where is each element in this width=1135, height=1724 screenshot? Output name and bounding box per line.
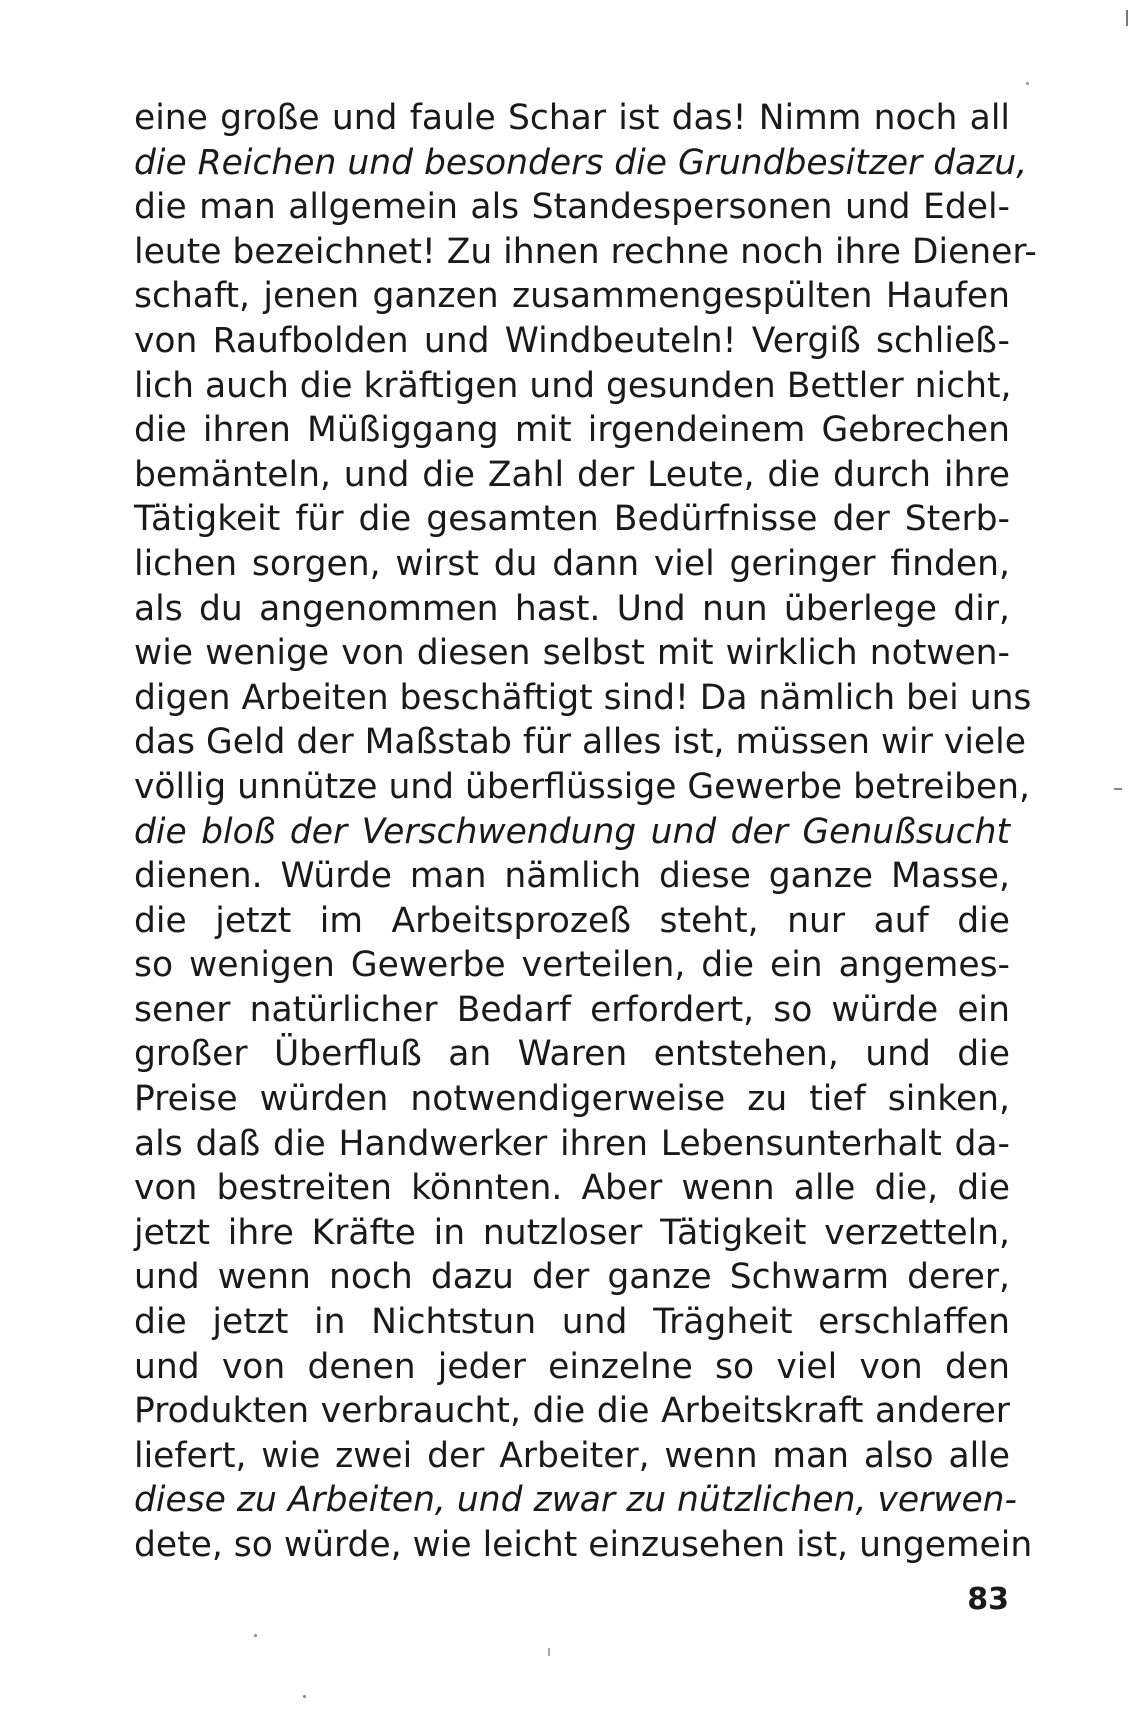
scan-speck xyxy=(1126,10,1128,26)
text-line-9: bemänteln, und die Zahl der Leute, die durch ihre xyxy=(134,454,1010,495)
text-line-7: lich auch die kräftigen und gesunden Bettler nicht, xyxy=(134,365,1012,406)
text-line-33: dete, so würde, wie leicht einzusehen ist, ungemein xyxy=(134,1525,1033,1565)
text-line-4: leute bezeichnet! Zu ihnen rechne noch ihre Diener- xyxy=(134,231,1037,272)
text-line-22: großer Überfluß an Waren entstehen, und die xyxy=(134,1034,1010,1075)
text-line-24: als daß die Handwerker ihren Lebensunterhalt da- xyxy=(134,1123,1010,1164)
text-line-8: die ihren Müßiggang mit irgendeinem Gebrechen xyxy=(134,410,1010,451)
text-line-10: Tätigkeit für die gesamten Bedürfnisse der Sterb- xyxy=(134,499,1010,540)
text-line-11: lichen sorgen, wirst du dann viel geringer finden, xyxy=(134,543,1010,584)
text-line-26: jetzt ihre Kräfte in nutzloser Tätigkeit verzetteln, xyxy=(134,1212,1010,1253)
text-line-28: die jetzt in Nichtstun und Trägheit erschlaffen xyxy=(134,1302,1010,1343)
text-line-29: und von denen jeder einzelne so viel von den xyxy=(134,1346,1010,1387)
scan-speck xyxy=(548,1648,550,1656)
text-line-31: liefert, wie zwei der Arbeiter, wenn man also alle xyxy=(134,1435,1010,1476)
text-line-18: dienen. Würde man nämlich diese ganze Masse, xyxy=(134,856,1010,897)
text-line-25: von bestreiten könnten. Aber wenn alle die, die xyxy=(134,1168,1010,1209)
body-text xyxy=(134,96,1037,1568)
text-line-17: die bloß der Verschwendung und der Genußsucht xyxy=(134,811,1010,852)
scan-speck xyxy=(303,1695,306,1698)
scan-speck xyxy=(1026,82,1029,85)
text-line-20: so wenigen Gewerbe verteilen, die ein angemes- xyxy=(134,945,1010,986)
text-line-21: sener natürlicher Bedarf erfordert, so würde ein xyxy=(134,989,1010,1030)
text-line-12: als du angenommen hast. Und nun überlege dir, xyxy=(134,588,1010,629)
text-line-13: wie wenige von diesen selbst mit wirklich notwen- xyxy=(134,633,1010,674)
scan-speck xyxy=(254,1634,257,1637)
text-line-2: die Reichen und besonders die Grundbesitzer dazu, xyxy=(134,142,1028,183)
text-line-16: völlig unnütze und überflüssige Gewerbe betreiben, xyxy=(134,766,1030,807)
text-line-23: Preise würden notwendigerweise zu tief sinken, xyxy=(134,1079,1010,1120)
page-number: 83 xyxy=(967,1582,1009,1617)
text-line-19: die jetzt im Arbeitsprozeß steht, nur auf die xyxy=(134,900,1010,941)
text-line-32: diese zu Arbeiten, und zwar zu nützlichen, verwen- xyxy=(134,1480,1018,1521)
text-line-14: digen Arbeiten beschäftigt sind! Da nämlich bei uns xyxy=(134,677,1032,718)
text-line-15: das Geld der Maßstab für alles ist, müssen wir viele xyxy=(134,722,1026,763)
scan-speck xyxy=(1114,788,1122,790)
text-line-6: von Raufbolden und Windbeuteln! Vergiß schließ- xyxy=(134,320,1010,361)
text-line-27: und wenn noch dazu der ganze Schwarm derer, xyxy=(134,1257,1010,1298)
text-line-5: schaft, jenen ganzen zusammengespülten Haufen xyxy=(134,276,1010,317)
text-line-1: eine große und faule Schar ist das! Nimm noch all xyxy=(134,98,1010,138)
text-line-3: die man allgemein als Standespersonen und Edel- xyxy=(134,187,1010,228)
text-line-30: Produkten verbraucht, die die Arbeitskraft anderer xyxy=(134,1391,1010,1432)
